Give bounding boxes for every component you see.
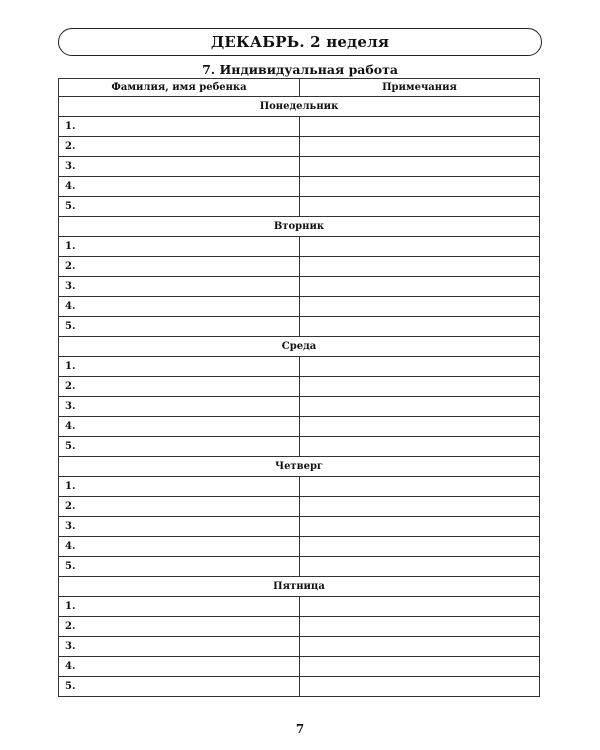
table-row: [59, 117, 540, 137]
table-row: [59, 197, 540, 217]
child-name-cell[interactable]: 1.: [59, 357, 300, 377]
notes-cell[interactable]: [300, 417, 540, 437]
table-row: [59, 397, 540, 417]
table-row: [59, 637, 540, 657]
child-name-cell[interactable]: 2.: [59, 257, 300, 277]
child-name-cell[interactable]: 1.: [59, 117, 300, 137]
child-name-cell[interactable]: 2.: [59, 137, 300, 157]
child-name-cell[interactable]: 5.: [59, 677, 300, 697]
table-row: [59, 257, 540, 277]
notes-cell[interactable]: [300, 617, 540, 637]
table-body: [59, 97, 540, 697]
table-row: [59, 177, 540, 197]
table-header-row: [59, 79, 540, 97]
table-row: [59, 597, 540, 617]
day-name: Вторник: [59, 217, 540, 237]
notes-cell[interactable]: [300, 497, 540, 517]
notes-cell[interactable]: [300, 137, 540, 157]
child-name-cell[interactable]: 3.: [59, 157, 300, 177]
child-name-cell[interactable]: 5.: [59, 437, 300, 457]
day-name: Среда: [59, 337, 540, 357]
notes-cell[interactable]: [300, 177, 540, 197]
child-name-cell[interactable]: 4.: [59, 177, 300, 197]
day-section-row: [59, 337, 540, 357]
notes-cell[interactable]: [300, 397, 540, 417]
day-name: Понедельник: [59, 97, 540, 117]
table-row: [59, 477, 540, 497]
table-row: [59, 157, 540, 177]
notes-cell[interactable]: [300, 377, 540, 397]
day-name: Пятница: [59, 577, 540, 597]
notes-cell[interactable]: [300, 297, 540, 317]
child-name-cell[interactable]: 5.: [59, 197, 300, 217]
column-header-notes: Примечания: [300, 79, 540, 97]
individual-work-table: [58, 78, 540, 697]
notes-cell[interactable]: [300, 277, 540, 297]
notes-cell[interactable]: [300, 657, 540, 677]
child-name-cell[interactable]: 1.: [59, 597, 300, 617]
table-row: [59, 437, 540, 457]
notes-cell[interactable]: [300, 117, 540, 137]
child-name-cell[interactable]: 3.: [59, 277, 300, 297]
notes-cell[interactable]: [300, 537, 540, 557]
child-name-cell[interactable]: 3.: [59, 517, 300, 537]
table-row: [59, 617, 540, 637]
table-row: [59, 317, 540, 337]
child-name-cell[interactable]: 4.: [59, 297, 300, 317]
child-name-cell[interactable]: 1.: [59, 237, 300, 257]
page-number: 7: [295, 722, 305, 736]
table-row: [59, 417, 540, 437]
child-name-cell[interactable]: 4.: [59, 657, 300, 677]
notes-cell[interactable]: [300, 557, 540, 577]
notes-cell[interactable]: [300, 597, 540, 617]
column-header-child-name: Фамилия, имя ребенка: [59, 79, 300, 97]
notes-cell[interactable]: [300, 637, 540, 657]
day-section-row: [59, 97, 540, 117]
notes-cell[interactable]: [300, 477, 540, 497]
table-row: [59, 497, 540, 517]
child-name-cell[interactable]: 5.: [59, 557, 300, 577]
table-row: [59, 657, 540, 677]
notes-cell[interactable]: [300, 437, 540, 457]
table-row: [59, 237, 540, 257]
day-name: Четверг: [59, 457, 540, 477]
notes-cell[interactable]: [300, 317, 540, 337]
table-row: [59, 297, 540, 317]
child-name-cell[interactable]: 3.: [59, 397, 300, 417]
child-name-cell[interactable]: 2.: [59, 617, 300, 637]
table-row: [59, 357, 540, 377]
child-name-cell[interactable]: 4.: [59, 417, 300, 437]
table-row: [59, 537, 540, 557]
section-title: 7. Индивидуальная работа: [202, 62, 398, 77]
day-section-row: [59, 457, 540, 477]
week-header-box: [58, 28, 542, 56]
table-row: [59, 677, 540, 697]
notes-cell[interactable]: [300, 157, 540, 177]
week-header-title: ДЕКАБРЬ. 2 неделя: [210, 33, 390, 51]
notes-cell[interactable]: [300, 237, 540, 257]
table-row: [59, 517, 540, 537]
notes-cell[interactable]: [300, 357, 540, 377]
child-name-cell[interactable]: 1.: [59, 477, 300, 497]
child-name-cell[interactable]: 2.: [59, 497, 300, 517]
child-name-cell[interactable]: 3.: [59, 637, 300, 657]
table-row: [59, 377, 540, 397]
table-row: [59, 277, 540, 297]
table-row: [59, 137, 540, 157]
day-section-row: [59, 217, 540, 237]
notes-cell[interactable]: [300, 517, 540, 537]
table-row: [59, 557, 540, 577]
notes-cell[interactable]: [300, 257, 540, 277]
child-name-cell[interactable]: 5.: [59, 317, 300, 337]
notes-cell[interactable]: [300, 197, 540, 217]
day-section-row: [59, 577, 540, 597]
child-name-cell[interactable]: 2.: [59, 377, 300, 397]
notes-cell[interactable]: [300, 677, 540, 697]
child-name-cell[interactable]: 4.: [59, 537, 300, 557]
